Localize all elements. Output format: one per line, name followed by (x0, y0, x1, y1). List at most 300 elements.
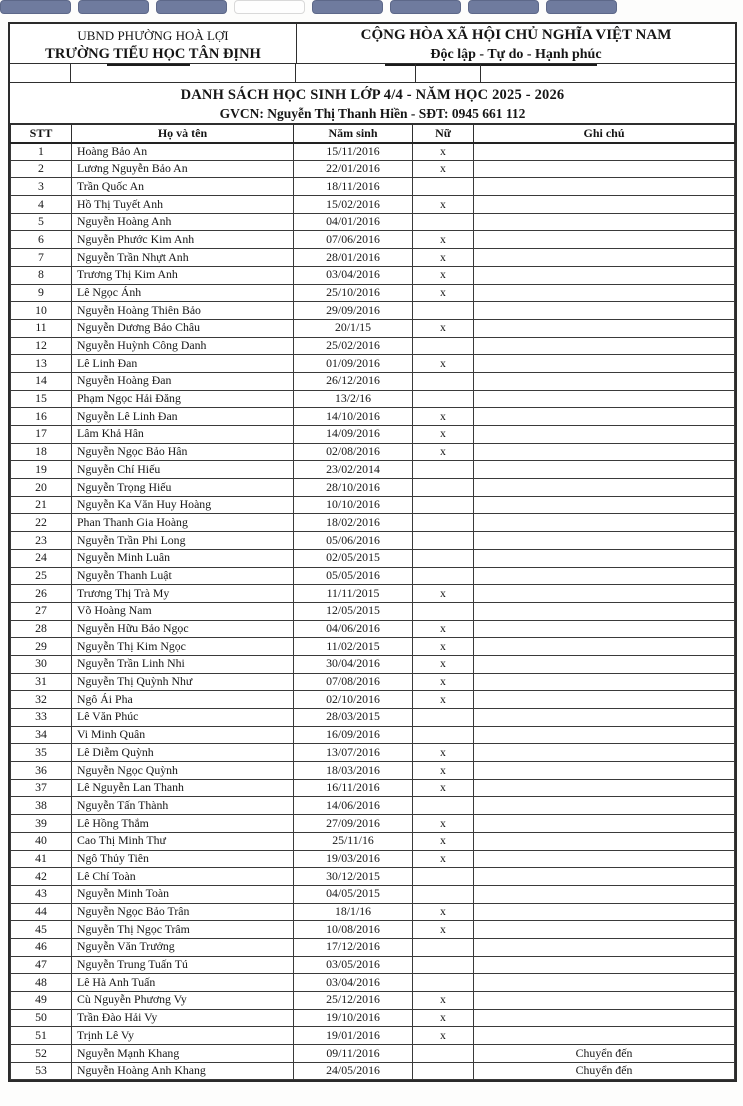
table-row (11, 496, 735, 514)
cell-birthdate: 15/11/2016 (294, 143, 413, 161)
cell-name: Nguyễn Hoàng Anh (72, 213, 294, 231)
cell-name: Võ Hoàng Nam (72, 602, 294, 620)
cell-stt: 12 (11, 337, 72, 355)
cell-stt: 21 (11, 496, 72, 514)
cell-name: Nguyễn Minh Luân (72, 549, 294, 567)
cell-note (474, 585, 735, 603)
cell-note (474, 797, 735, 815)
cell-name: Nguyễn Chí Hiếu (72, 461, 294, 479)
cell-name: Phan Thanh Gia Hoàng (72, 514, 294, 532)
cell-name: Lâm Khả Hân (72, 426, 294, 444)
cell-note: Chuyển đến (474, 1045, 735, 1063)
cell-female-mark: x (413, 673, 474, 691)
table-row (11, 815, 735, 833)
cell-stt: 16 (11, 408, 72, 426)
cell-name: Hoàng Bảo An (72, 143, 294, 161)
student-table (10, 124, 735, 1080)
cell-female-mark: x (413, 1027, 474, 1045)
cell-birthdate: 03/04/2016 (294, 266, 413, 284)
cell-birthdate: 03/04/2016 (294, 974, 413, 992)
column-header-birthdate: Năm sinh (294, 125, 413, 143)
cell-stt: 13 (11, 355, 72, 373)
table-row (11, 1062, 735, 1080)
table-row (11, 514, 735, 532)
cell-female-mark: x (413, 160, 474, 178)
cell-stt: 6 (11, 231, 72, 249)
cell-name: Nguyễn Hoàng Đan (72, 372, 294, 390)
grid-line (295, 64, 296, 82)
cell-note (474, 532, 735, 550)
app-tab[interactable] (468, 0, 539, 14)
cell-female-mark: x (413, 585, 474, 603)
app-tab[interactable] (312, 0, 383, 14)
teacher-info-line: GVCN: Nguyễn Thị Thanh Hiền - SĐT: 0945 661 112 (219, 106, 526, 121)
cell-name: Cù Nguyễn Phương Vy (72, 992, 294, 1010)
table-row (11, 1045, 735, 1063)
app-tab[interactable] (78, 0, 149, 14)
cell-note (474, 196, 735, 214)
cell-note (474, 266, 735, 284)
cell-name: Lê Ngọc Ánh (72, 284, 294, 302)
table-row (11, 213, 735, 231)
cell-birthdate: 04/05/2015 (294, 885, 413, 903)
cell-female-mark: x (413, 408, 474, 426)
cell-birthdate: 30/12/2015 (294, 868, 413, 886)
cell-female-mark: x (413, 1009, 474, 1027)
table-row (11, 797, 735, 815)
cell-stt: 27 (11, 602, 72, 620)
cell-name: Nguyễn Mạnh Khang (72, 1045, 294, 1063)
cell-stt: 33 (11, 709, 72, 727)
cell-name: Lê Văn Phúc (72, 709, 294, 727)
cell-female-mark: x (413, 691, 474, 709)
cell-note (474, 284, 735, 302)
cell-name: Nguyễn Trần Nhựt Anh (72, 249, 294, 267)
cell-female-mark (413, 956, 474, 974)
cell-name: Nguyễn Ngọc Bảo Trân (72, 903, 294, 921)
cell-female-mark: x (413, 249, 474, 267)
cell-name: Nguyễn Trung Tuấn Tú (72, 956, 294, 974)
cell-female-mark (413, 461, 474, 479)
cell-stt: 18 (11, 443, 72, 461)
table-row (11, 974, 735, 992)
table-row (11, 832, 735, 850)
cell-stt: 46 (11, 938, 72, 956)
cell-birthdate: 14/09/2016 (294, 426, 413, 444)
cell-female-mark (413, 178, 474, 196)
cell-stt: 4 (11, 196, 72, 214)
letterhead-left (10, 24, 297, 63)
cell-female-mark (413, 1062, 474, 1080)
cell-name: Nguyễn Thị Kim Ngọc (72, 638, 294, 656)
cell-stt: 25 (11, 567, 72, 585)
document-title: DANH SÁCH HỌC SINH LỚP 4/4 - NĂM HỌC 2025 - 2026 (180, 87, 565, 103)
cell-birthdate: 18/1/16 (294, 903, 413, 921)
column-header-note: Ghi chú (474, 125, 735, 143)
cell-name: Lê Hồng Thắm (72, 815, 294, 833)
cell-stt: 14 (11, 372, 72, 390)
cell-note (474, 231, 735, 249)
cell-female-mark: x (413, 231, 474, 249)
table-row (11, 1009, 735, 1027)
cell-female-mark (413, 337, 474, 355)
table-row (11, 1027, 735, 1045)
table-row (11, 284, 735, 302)
cell-stt: 15 (11, 390, 72, 408)
cell-birthdate: 14/10/2016 (294, 408, 413, 426)
table-row (11, 532, 735, 550)
cell-note (474, 461, 735, 479)
table-row (11, 302, 735, 320)
cell-birthdate: 25/02/2016 (294, 337, 413, 355)
cell-stt: 20 (11, 479, 72, 497)
cell-female-mark: x (413, 815, 474, 833)
cell-note (474, 938, 735, 956)
cell-name: Nguyễn Ngọc Quỳnh (72, 762, 294, 780)
cell-note (474, 337, 735, 355)
national-motto-line2: Độc lập - Tự do - Hạnh phúc (430, 47, 602, 62)
table-row (11, 709, 735, 727)
table-row (11, 868, 735, 886)
column-header-name: Họ và tên (72, 125, 294, 143)
cell-birthdate: 05/05/2016 (294, 567, 413, 585)
cell-name: Nguyễn Hoàng Anh Khang (72, 1062, 294, 1080)
cell-female-mark: x (413, 443, 474, 461)
table-row (11, 726, 735, 744)
cell-stt: 36 (11, 762, 72, 780)
cell-name: Nguyễn Trần Linh Nhi (72, 655, 294, 673)
letterhead-spacer-row (10, 64, 735, 83)
cell-birthdate: 05/06/2016 (294, 532, 413, 550)
cell-stt: 7 (11, 249, 72, 267)
cell-female-mark (413, 797, 474, 815)
cell-name: Trần Quốc An (72, 178, 294, 196)
cell-note (474, 602, 735, 620)
cell-birthdate: 12/05/2015 (294, 602, 413, 620)
cell-female-mark: x (413, 779, 474, 797)
cell-female-mark: x (413, 992, 474, 1010)
cell-stt: 43 (11, 885, 72, 903)
table-row (11, 319, 735, 337)
table-row (11, 691, 735, 709)
cell-stt: 31 (11, 673, 72, 691)
table-row (11, 938, 735, 956)
cell-female-mark: x (413, 850, 474, 868)
table-row (11, 178, 735, 196)
cell-stt: 2 (11, 160, 72, 178)
cell-birthdate: 13/2/16 (294, 390, 413, 408)
cell-female-mark (413, 549, 474, 567)
table-row (11, 196, 735, 214)
cell-birthdate: 18/02/2016 (294, 514, 413, 532)
org-ward-name: UBND PHƯỜNG HOÀ LỢI (77, 28, 229, 43)
cell-female-mark (413, 938, 474, 956)
cell-female-mark: x (413, 196, 474, 214)
cell-note (474, 868, 735, 886)
cell-birthdate: 19/01/2016 (294, 1027, 413, 1045)
cell-name: Lương Nguyễn Bảo An (72, 160, 294, 178)
cell-note (474, 372, 735, 390)
cell-stt: 44 (11, 903, 72, 921)
cell-birthdate: 13/07/2016 (294, 744, 413, 762)
cell-note (474, 443, 735, 461)
cell-note (474, 302, 735, 320)
cell-note (474, 709, 735, 727)
cell-female-mark (413, 974, 474, 992)
table-row (11, 461, 735, 479)
cell-stt: 50 (11, 1009, 72, 1027)
cell-female-mark (413, 726, 474, 744)
org-school-name: TRƯỜNG TIỂU HỌC TÂN ĐỊNH (45, 46, 261, 62)
cell-note (474, 620, 735, 638)
table-row (11, 143, 735, 161)
cell-name: Nguyễn Ngọc Bảo Hân (72, 443, 294, 461)
cell-stt: 47 (11, 956, 72, 974)
cell-birthdate: 27/09/2016 (294, 815, 413, 833)
cell-stt: 39 (11, 815, 72, 833)
cell-birthdate: 10/10/2016 (294, 496, 413, 514)
cell-stt: 1 (11, 143, 72, 161)
cell-note (474, 744, 735, 762)
cell-stt: 24 (11, 549, 72, 567)
table-row (11, 231, 735, 249)
table-row (11, 956, 735, 974)
cell-stt: 38 (11, 797, 72, 815)
cell-name: Lê Linh Đan (72, 355, 294, 373)
cell-note (474, 974, 735, 992)
cell-note (474, 514, 735, 532)
cell-stt: 17 (11, 426, 72, 444)
cell-note (474, 779, 735, 797)
cell-note (474, 178, 735, 196)
table-row (11, 408, 735, 426)
cell-female-mark: x (413, 903, 474, 921)
cell-birthdate: 18/03/2016 (294, 762, 413, 780)
cell-stt: 40 (11, 832, 72, 850)
cell-note (474, 691, 735, 709)
cell-birthdate: 25/10/2016 (294, 284, 413, 302)
cell-birthdate: 07/08/2016 (294, 673, 413, 691)
cell-female-mark (413, 390, 474, 408)
cell-female-mark (413, 514, 474, 532)
table-header-row (11, 125, 735, 143)
cell-name: Nguyễn Hữu Bảo Ngọc (72, 620, 294, 638)
table-row (11, 355, 735, 373)
cell-name: Nguyễn Thanh Luật (72, 567, 294, 585)
student-roster-document (8, 22, 737, 1082)
table-row (11, 426, 735, 444)
cell-note (474, 1027, 735, 1045)
cell-female-mark: x (413, 638, 474, 656)
cell-name: Nguyễn Dương Bảo Châu (72, 319, 294, 337)
cell-birthdate: 15/02/2016 (294, 196, 413, 214)
national-motto-line1: CỘNG HÒA XÃ HỘI CHỦ NGHĨA VIỆT NAM (360, 27, 672, 43)
table-row (11, 850, 735, 868)
cell-note: Chuyển đến (474, 1062, 735, 1080)
app-tab[interactable] (0, 0, 71, 14)
cell-stt: 29 (11, 638, 72, 656)
cell-female-mark (413, 496, 474, 514)
letterhead (10, 24, 735, 64)
cell-birthdate: 16/09/2016 (294, 726, 413, 744)
cell-note (474, 319, 735, 337)
cell-stt: 42 (11, 868, 72, 886)
grid-line (480, 64, 481, 82)
cell-note (474, 479, 735, 497)
cell-birthdate: 18/11/2016 (294, 178, 413, 196)
cell-birthdate: 24/05/2016 (294, 1062, 413, 1080)
cell-birthdate: 23/02/2014 (294, 461, 413, 479)
cell-birthdate: 19/03/2016 (294, 850, 413, 868)
cell-name: Nguyễn Thị Ngọc Trâm (72, 921, 294, 939)
cell-birthdate: 25/12/2016 (294, 992, 413, 1010)
cell-birthdate: 19/10/2016 (294, 1009, 413, 1027)
cell-note (474, 249, 735, 267)
cell-female-mark: x (413, 284, 474, 302)
cell-name: Nguyễn Hoàng Thiên Bảo (72, 302, 294, 320)
cell-stt: 5 (11, 213, 72, 231)
cell-female-mark (413, 479, 474, 497)
cell-note (474, 726, 735, 744)
cell-name: Nguyễn Lê Linh Đan (72, 408, 294, 426)
cell-stt: 30 (11, 655, 72, 673)
school-name-underline (107, 64, 190, 66)
document-title-block (10, 83, 735, 124)
cell-stt: 53 (11, 1062, 72, 1080)
cell-note (474, 408, 735, 426)
cell-stt: 52 (11, 1045, 72, 1063)
cell-birthdate: 16/11/2016 (294, 779, 413, 797)
cell-female-mark (413, 302, 474, 320)
cell-stt: 9 (11, 284, 72, 302)
cell-note (474, 921, 735, 939)
cell-name: Trần Đào Hải Vy (72, 1009, 294, 1027)
cell-name: Nguyễn Văn Trưởng (72, 938, 294, 956)
cell-name: Trịnh Lê Vy (72, 1027, 294, 1045)
table-row (11, 673, 735, 691)
cell-name: Nguyễn Ka Văn Huy Hoàng (72, 496, 294, 514)
cell-note (474, 567, 735, 585)
table-row (11, 160, 735, 178)
cell-stt: 37 (11, 779, 72, 797)
cell-female-mark: x (413, 319, 474, 337)
table-row (11, 992, 735, 1010)
cell-note (474, 143, 735, 161)
cell-name: Vi Minh Quân (72, 726, 294, 744)
cell-stt: 28 (11, 620, 72, 638)
table-row (11, 567, 735, 585)
cell-birthdate: 30/04/2016 (294, 655, 413, 673)
cell-female-mark (413, 1045, 474, 1063)
cell-name: Lê Hà Anh Tuấn (72, 974, 294, 992)
table-row (11, 337, 735, 355)
cell-birthdate: 11/02/2015 (294, 638, 413, 656)
cell-name: Ngô Thủy Tiên (72, 850, 294, 868)
cell-stt: 11 (11, 319, 72, 337)
table-row (11, 443, 735, 461)
cell-birthdate: 03/05/2016 (294, 956, 413, 974)
cell-female-mark (413, 602, 474, 620)
cell-stt: 41 (11, 850, 72, 868)
cell-name: Nguyễn Huỳnh Công Danh (72, 337, 294, 355)
cell-name: Lê Nguyễn Lan Thanh (72, 779, 294, 797)
table-row (11, 549, 735, 567)
cell-female-mark (413, 885, 474, 903)
column-header-female: Nữ (413, 125, 474, 143)
app-tab-active[interactable] (234, 0, 305, 14)
cell-name: Nguyễn Trần Phi Long (72, 532, 294, 550)
cell-female-mark: x (413, 655, 474, 673)
cell-note (474, 832, 735, 850)
app-tab[interactable] (390, 0, 461, 14)
table-row (11, 620, 735, 638)
cell-stt: 23 (11, 532, 72, 550)
table-row (11, 390, 735, 408)
cell-female-mark: x (413, 266, 474, 284)
cell-name: Lê Diễm Quỳnh (72, 744, 294, 762)
cell-name: Trương Thị Trà My (72, 585, 294, 603)
cell-stt: 32 (11, 691, 72, 709)
cell-female-mark (413, 567, 474, 585)
cell-birthdate: 20/1/15 (294, 319, 413, 337)
table-row (11, 266, 735, 284)
cell-birthdate: 25/11/16 (294, 832, 413, 850)
table-row (11, 585, 735, 603)
cell-note (474, 903, 735, 921)
cell-name: Phạm Ngọc Hải Đăng (72, 390, 294, 408)
cell-stt: 22 (11, 514, 72, 532)
app-tab[interactable] (546, 0, 617, 14)
cell-stt: 8 (11, 266, 72, 284)
cell-name: Nguyễn Trọng Hiếu (72, 479, 294, 497)
cell-name: Nguyễn Phước Kim Anh (72, 231, 294, 249)
cell-name: Ngô Ái Pha (72, 691, 294, 709)
cell-birthdate: 17/12/2016 (294, 938, 413, 956)
app-tab[interactable] (156, 0, 227, 14)
cell-stt: 45 (11, 921, 72, 939)
cell-stt: 51 (11, 1027, 72, 1045)
cell-birthdate: 26/12/2016 (294, 372, 413, 390)
motto-underline (385, 64, 597, 66)
cell-name: Trương Thị Kim Anh (72, 266, 294, 284)
grid-line (70, 64, 71, 82)
table-row (11, 762, 735, 780)
table-row (11, 921, 735, 939)
cell-birthdate: 07/06/2016 (294, 231, 413, 249)
cell-stt: 10 (11, 302, 72, 320)
cell-birthdate: 04/01/2016 (294, 213, 413, 231)
table-row (11, 372, 735, 390)
table-row (11, 903, 735, 921)
cell-female-mark: x (413, 921, 474, 939)
cell-birthdate: 01/09/2016 (294, 355, 413, 373)
app-tab-strip (0, 0, 617, 14)
cell-birthdate: 28/01/2016 (294, 249, 413, 267)
cell-name: Hồ Thị Tuyết Anh (72, 196, 294, 214)
cell-stt: 35 (11, 744, 72, 762)
cell-stt: 49 (11, 992, 72, 1010)
cell-female-mark: x (413, 620, 474, 638)
cell-female-mark: x (413, 143, 474, 161)
cell-note (474, 213, 735, 231)
cell-stt: 48 (11, 974, 72, 992)
table-row (11, 885, 735, 903)
cell-female-mark (413, 709, 474, 727)
cell-birthdate: 28/03/2015 (294, 709, 413, 727)
cell-note (474, 1009, 735, 1027)
cell-birthdate: 09/11/2016 (294, 1045, 413, 1063)
cell-note (474, 655, 735, 673)
